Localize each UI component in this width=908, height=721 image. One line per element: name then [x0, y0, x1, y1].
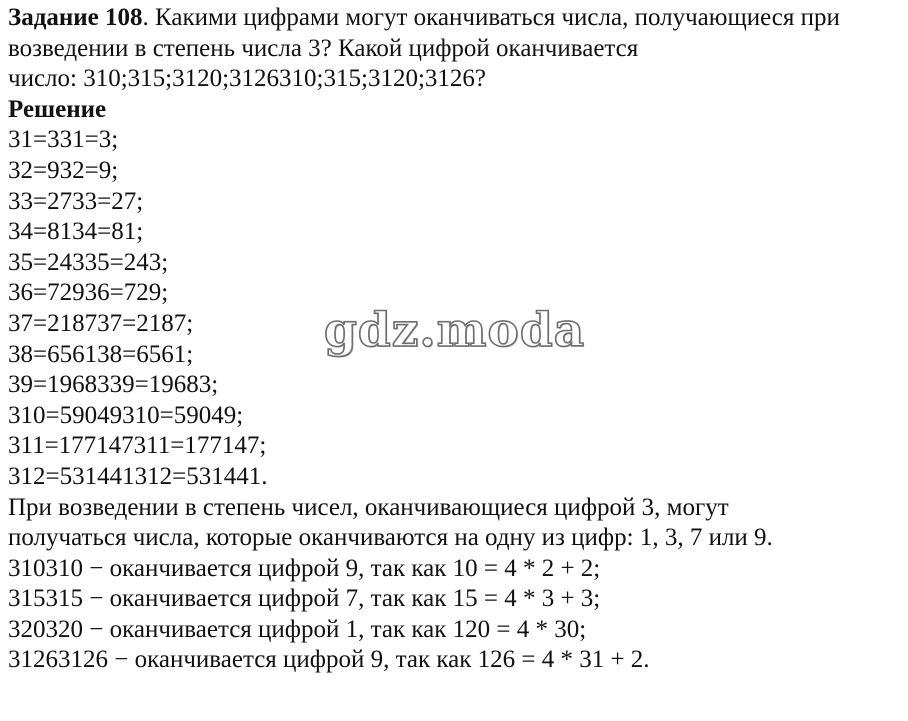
power-line: 39=1968339=19683;	[8, 371, 219, 399]
solution-heading: Решение	[8, 95, 107, 123]
power-line: 310=59049310=59049;	[8, 401, 244, 429]
task-question-line-1	[8, 3, 904, 34]
answer-line: 320320 − оканчивается цифрой 1, так как 120 = 4 * 30;	[8, 615, 587, 643]
power-line: 32=932=9;	[8, 156, 119, 184]
power-line: 311=177147311=177147;	[8, 432, 267, 460]
power-line: 35=24335=243;	[8, 248, 169, 276]
task-question-text: . Какими цифрами могут оканчиваться числа, получающиеся при	[142, 4, 840, 31]
task-question-line-3: число: 310;315;3120;3126310;315;3120;3126?	[8, 65, 486, 93]
task-title: Задание 108	[8, 4, 143, 31]
conclusion-line-2: получаться числа, которые оканчиваются на одну из цифр: 1, 3, 7 или 9.	[8, 524, 773, 552]
power-line: 37=218737=2187;	[8, 309, 194, 337]
power-line: 33=2733=27;	[8, 187, 144, 215]
answer-line: 310310 − оканчивается цифрой 9, так как 10 = 4 * 2 + 2;	[8, 554, 601, 582]
answer-line: 315315 − оканчивается цифрой 7, так как 15 = 4 * 3 + 3;	[8, 585, 601, 613]
power-line: 31=331=3;	[8, 126, 119, 154]
task-question-line-2: возведении в степень числа 3? Какой цифрой оканчивается	[8, 34, 639, 62]
conclusion-line-1: При возведении в степень чисел, оканчивающиеся цифрой 3, могут	[8, 493, 729, 521]
power-line: 34=8134=81;	[8, 218, 144, 246]
watermark-logo: gdz.moda	[324, 303, 586, 358]
power-line: 36=72936=729;	[8, 279, 169, 307]
answer-line: 31263126 − оканчивается цифрой 9, так как 126 = 4 * 31 + 2.	[8, 646, 650, 674]
power-line: 312=531441312=531441.	[8, 462, 268, 490]
power-line: 38=656138=6561;	[8, 340, 194, 368]
